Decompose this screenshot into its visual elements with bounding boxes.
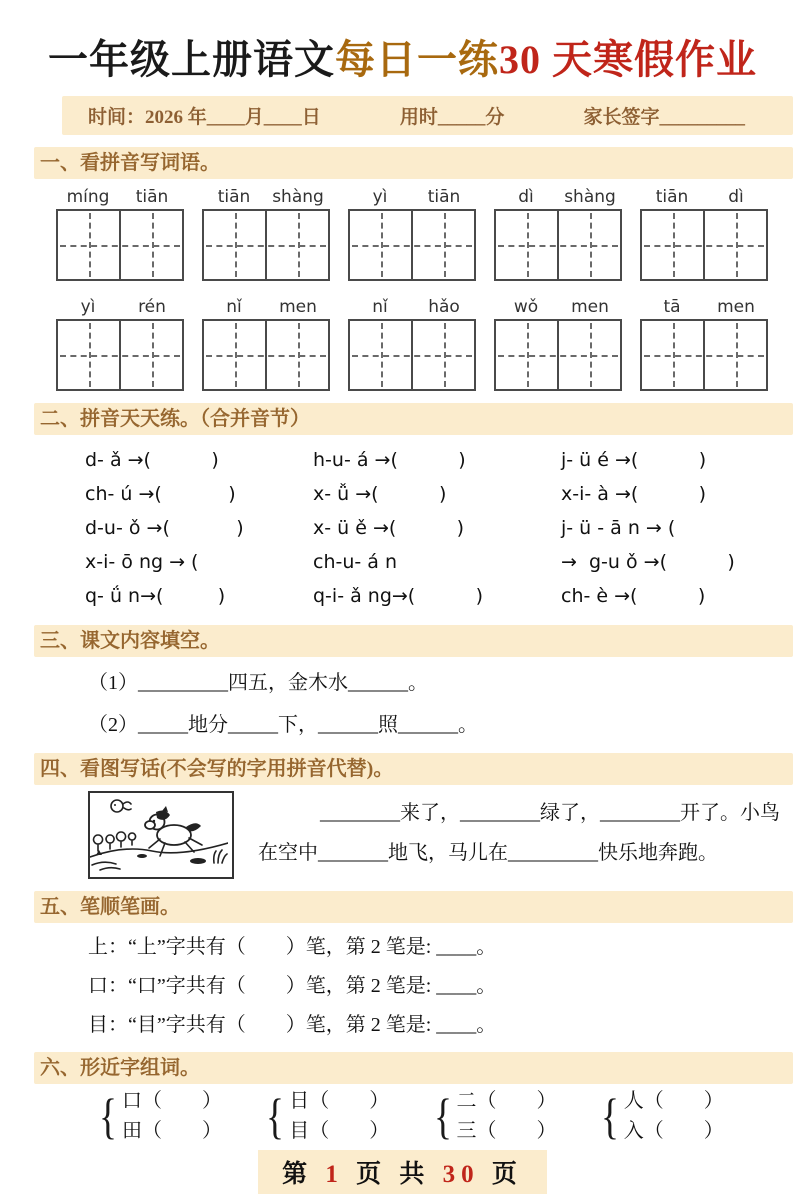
page-footer (40, 1150, 765, 1194)
pinyin-syllable: dì (728, 187, 744, 207)
section6-title: 六、形近字组词。 (40, 1057, 200, 1079)
similar-char-pair (122, 1090, 222, 1142)
signature-fill-line: 家长签字_________ (583, 107, 745, 128)
pinyin-labels (56, 187, 184, 209)
pinyin-syllable: shàng (272, 187, 324, 207)
similar-char-pair (457, 1090, 557, 1142)
tianzige-cell (121, 321, 182, 389)
pinyin-syllable: hǎo (428, 297, 460, 317)
similar-char-pair (624, 1090, 724, 1142)
pinyin-syllable: wǒ (513, 297, 539, 317)
brace-glyph: { (600, 1088, 619, 1144)
syllable-merge-item: → g-u ǒ →( ) (561, 551, 735, 573)
char-word-blank: 二（ ） (456, 1090, 557, 1112)
section6-header (34, 1052, 793, 1084)
similar-char-group (598, 1090, 765, 1142)
syllable-merge-item: ch- ú →( ) (85, 483, 236, 505)
syllable-merge-item: x- ü ě →( ) (313, 517, 465, 539)
stroke-order-line: 口：“口”字共有（ ）笔，第 2 笔是: ____。 (88, 975, 497, 997)
pinyin-syllable: tā (663, 297, 681, 317)
tianzige-box (348, 319, 476, 391)
syllable-merge-item: x- ǚ →( ) (313, 483, 447, 505)
syllable-merge-item: x-i- ō ng → ( (85, 551, 199, 573)
section2-header (34, 403, 793, 435)
syllable-merge-exercise (85, 443, 765, 613)
syllable-merge-item: q-i- ǎ ng→( ) (313, 585, 484, 607)
syllable-merge-item: ch- è →( ) (561, 585, 706, 607)
syllable-merge-item: j- ü - ā n → ( (561, 517, 676, 539)
section1-header (34, 147, 793, 179)
pinyin-labels (494, 187, 622, 209)
pinyin-labels (56, 297, 184, 319)
similar-char-pair (289, 1090, 389, 1142)
similar-char-groups (96, 1090, 765, 1142)
pinyin-labels (640, 187, 768, 209)
title-daily-part: 每日一练 (335, 37, 499, 82)
pinyin-labels (348, 187, 476, 209)
page-number-band (258, 1150, 547, 1194)
section4-title: 四、看图写话(不会写的字用拼音代替)。 (40, 758, 394, 780)
tianzige-cell (58, 211, 121, 279)
fill-blank-line: ________来了，________绿了，________开了。小鸟 (320, 802, 780, 824)
pinyin-word-block (56, 187, 184, 281)
section3-title: 三、课文内容填空。 (40, 630, 220, 652)
char-word-blank: 口（ ） (122, 1090, 222, 1112)
pinyin-syllable: shàng (564, 187, 616, 207)
title-homework-part: 30 天寒假作业 (499, 37, 757, 82)
tianzige-cell (413, 321, 474, 389)
pinyin-syllable: tiān (655, 187, 689, 207)
syllable-merge-item: x-i- à →( ) (561, 483, 707, 505)
pinyin-word-block (348, 187, 476, 281)
tianzige-cell (350, 211, 413, 279)
tianzige-box (640, 319, 768, 391)
section4-header (34, 753, 793, 785)
syllable-merge-item: d- ǎ →( ) (85, 449, 219, 471)
tianzige-box (494, 319, 622, 391)
tianzige-cell (705, 321, 766, 389)
brace-glyph: { (266, 1088, 285, 1144)
char-word-blank: 日（ ） (289, 1090, 390, 1112)
similar-char-group (431, 1090, 598, 1142)
syllable-merge-item: d-u- ǒ →( ) (85, 517, 244, 539)
info-bar (62, 96, 793, 135)
tianzige-box (640, 209, 768, 281)
syllable-merge-row (85, 477, 765, 511)
footer-text: 页 (479, 1161, 523, 1188)
current-page-number: 1 (325, 1161, 344, 1188)
total-page-number: 30 (442, 1161, 480, 1188)
tianzige-cell (559, 321, 620, 389)
tianzige-cell (559, 211, 620, 279)
pinyin-syllable: dì (518, 187, 534, 207)
pinyin-syllable: men (717, 297, 755, 317)
pinyin-word-block (494, 187, 622, 281)
tianzige-cell (267, 211, 328, 279)
page-title (40, 34, 765, 86)
pinyin-word-block (56, 297, 184, 391)
pinyin-syllable: men (279, 297, 317, 317)
footer-text: 第 (282, 1161, 326, 1188)
title-grade-part: 一年级上册语文 (48, 37, 335, 82)
pinyin-word-block (640, 187, 768, 281)
pinyin-row-2 (56, 297, 765, 391)
fill-blank-line: （2）_____地分_____下，______照______。 (88, 714, 478, 736)
tianzige-cell (58, 321, 121, 389)
picture-writing-block (88, 791, 780, 879)
tianzige-box (202, 209, 330, 281)
syllable-merge-row (85, 579, 765, 613)
section2-title: 二、拼音天天练。（合并音节） (40, 408, 310, 430)
syllable-merge-item: q- ǘ n→( ) (85, 585, 226, 607)
stroke-order-line: 目：“目”字共有（ ）笔，第 2 笔是: ____。 (88, 1014, 497, 1036)
pinyin-syllable: míng (66, 187, 110, 207)
syllable-merge-item: j- ü é →( ) (561, 449, 707, 471)
similar-char-group (263, 1090, 430, 1142)
tianzige-box (494, 209, 622, 281)
tianzige-cell (705, 211, 766, 279)
pinyin-syllable: yì (80, 297, 96, 317)
horse-scene-drawing (90, 793, 228, 873)
tianzige-cell (204, 321, 267, 389)
pinyin-syllable: nǐ (226, 297, 242, 317)
date-fill-line: 时间：2026 年____月____日 (88, 107, 321, 128)
tianzige-box (56, 209, 184, 281)
pinyin-syllable: yì (372, 187, 388, 207)
brace-glyph: { (433, 1088, 452, 1144)
pinyin-syllable: rén (138, 297, 166, 317)
tianzige-cell (642, 211, 705, 279)
section1-title: 一、看拼音写词语。 (40, 152, 220, 174)
char-word-blank: 人（ ） (623, 1090, 724, 1112)
tianzige-cell (204, 211, 267, 279)
tianzige-cell (642, 321, 705, 389)
scene-illustration (88, 791, 234, 879)
pinyin-row-1 (56, 187, 765, 281)
char-word-blank: 入（ ） (623, 1120, 724, 1142)
pinyin-word-block (202, 297, 330, 391)
fill-blank-line: 在空中_______地飞，马儿在_________快乐地奔跑。 (258, 842, 718, 864)
tianzige-cell (496, 321, 559, 389)
section5-header (34, 891, 793, 923)
syllable-merge-item: ch-u- á n (313, 551, 398, 573)
tianzige-box (56, 319, 184, 391)
pinyin-word-block (494, 297, 622, 391)
syllable-merge-row (85, 511, 765, 545)
section5-title: 五、笔顺笔画。 (40, 896, 180, 918)
syllable-merge-row (85, 443, 765, 477)
stroke-order-line: 上：“上”字共有（ ）笔，第 2 笔是: ____。 (88, 936, 497, 958)
pinyin-syllable: tiān (135, 187, 169, 207)
pinyin-syllable: tiān (217, 187, 251, 207)
char-word-blank: 目（ ） (289, 1120, 390, 1142)
tianzige-cell (496, 211, 559, 279)
fill-blank-line: （1）_________四五，金木水______。 (88, 672, 428, 694)
footer-text: 页 共 (343, 1161, 443, 1188)
tianzige-cell (350, 321, 413, 389)
pinyin-labels (202, 187, 330, 209)
tianzige-cell (121, 211, 182, 279)
char-word-blank: 三（ ） (456, 1120, 557, 1142)
syllable-merge-row (85, 545, 765, 579)
pinyin-syllable: tiān (427, 187, 461, 207)
pinyin-word-block (640, 297, 768, 391)
pinyin-word-block (348, 297, 476, 391)
pinyin-word-block (202, 187, 330, 281)
tianzige-cell (267, 321, 328, 389)
similar-char-group (96, 1090, 263, 1142)
tianzige-box (202, 319, 330, 391)
syllable-merge-item: h-u- á →( ) (313, 449, 466, 471)
section3-header (34, 625, 793, 657)
pinyin-syllable: nǐ (372, 297, 388, 317)
pinyin-labels (348, 297, 476, 319)
duration-fill-line: 用时_____分 (399, 107, 505, 128)
tianzige-box (348, 209, 476, 281)
pinyin-syllable: men (571, 297, 609, 317)
pinyin-labels (494, 297, 622, 319)
picture-writing-lines (258, 791, 780, 873)
char-word-blank: 田（ ） (122, 1120, 222, 1142)
tianzige-cell (413, 211, 474, 279)
pinyin-labels (202, 297, 330, 319)
brace-glyph: { (99, 1088, 117, 1144)
pinyin-labels (640, 297, 768, 319)
